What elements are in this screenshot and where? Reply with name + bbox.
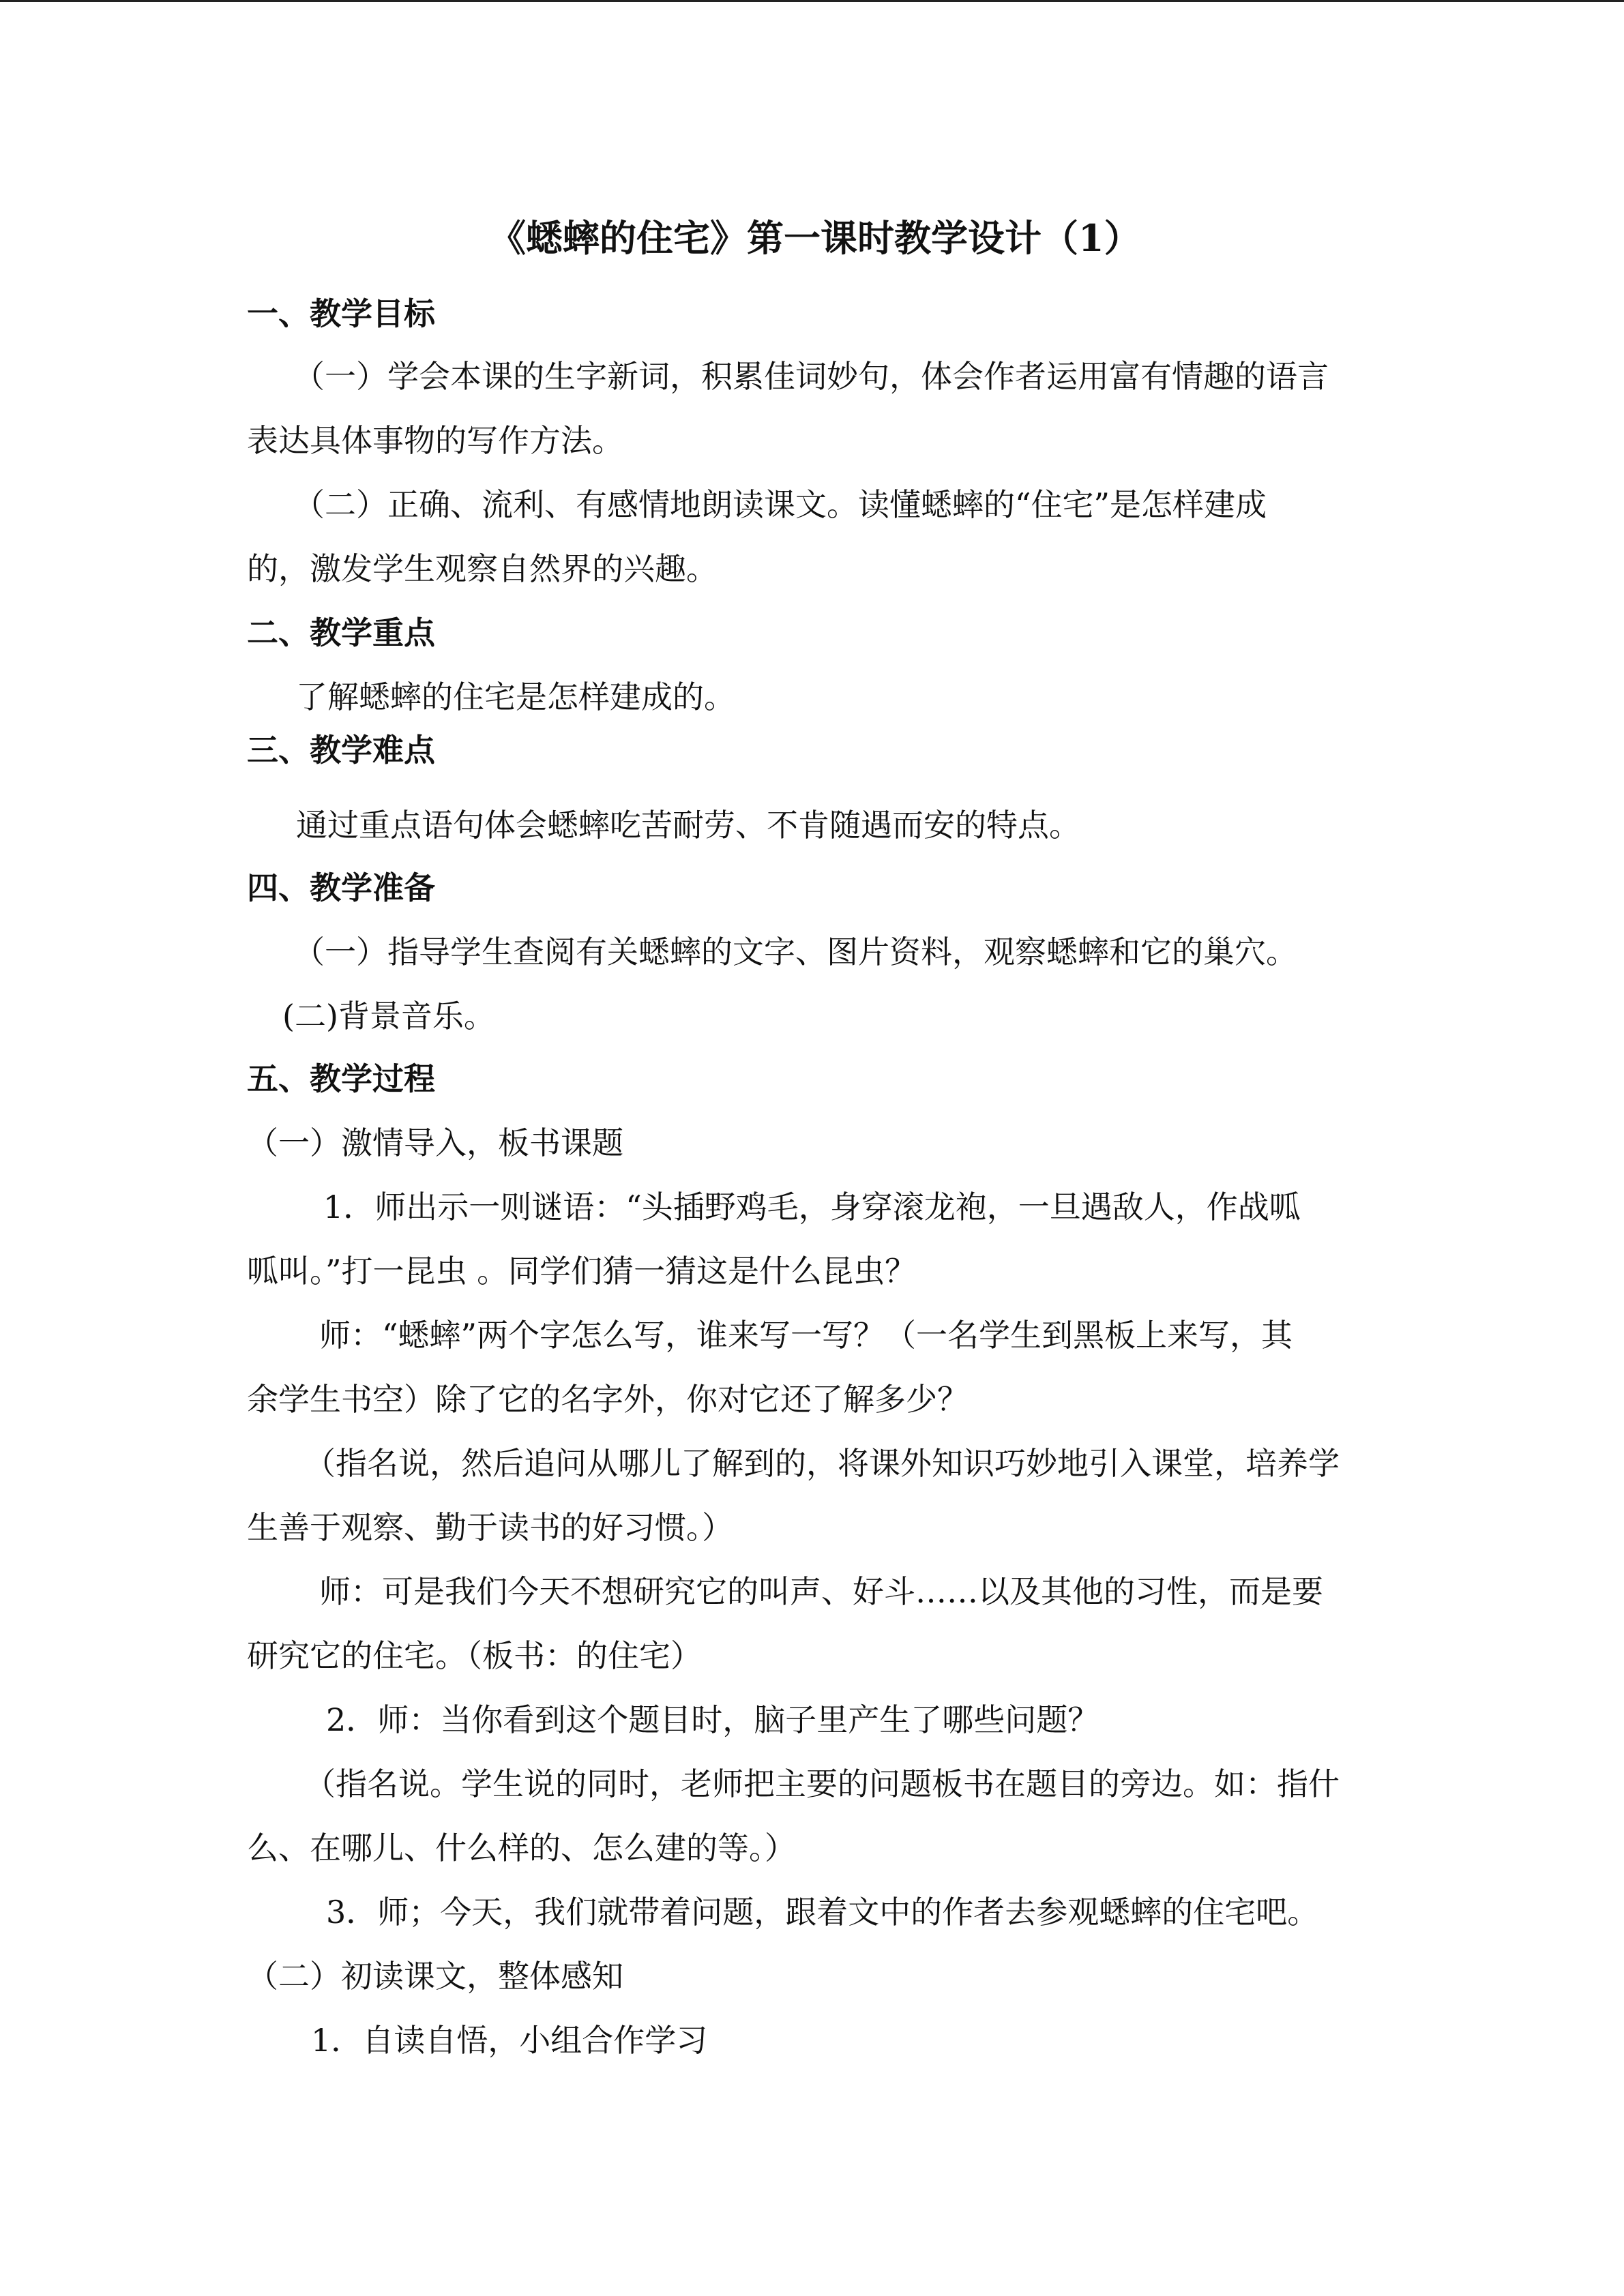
key-points-text: 了解蟋蟀的住宅是怎样建成的。 [296, 679, 735, 715]
preparation-item2: (二)背景音乐。 [282, 998, 495, 1034]
process-step6-line2: 么、在哪儿、什么样的、怎么建的等。） [247, 1830, 796, 1866]
heading-process: 五、教学过程 [247, 1060, 435, 1097]
process-step5: 2．师：当你看到这个题目时，脑子里产生了哪些问题？ [326, 1701, 1099, 1738]
process-step4-line2: 研究它的住宅。（板书：的住宅） [247, 1637, 702, 1674]
difficulties-text: 通过重点语句体会蟋蟀吃苦耐劳、不肯随遇而安的特点。 [296, 807, 1080, 844]
process-step3-line2: 生善于观察、勤于读书的好习惯。） [247, 1509, 733, 1546]
heading-difficulties: 三、教学难点 [247, 732, 435, 769]
process-step2-line1: 师：“蟋蟀”两个字怎么写，谁来写一写？（一名学生到黑板上来写，其 [319, 1317, 1293, 1354]
process-subheading-1: （一）激情导入，板书课题 [247, 1124, 623, 1161]
process-step2-line2: 余学生书空）除了它的名字外，你对它还了解多少？ [247, 1381, 969, 1418]
process-step7: 3．师；今天，我们就带着问题，跟着文中的作者去参观蟋蟀的住宅吧。 [326, 1894, 1319, 1930]
heading-preparation: 四、教学准备 [247, 869, 435, 906]
process-step3-line1: （指名说，然后追问从哪儿了解到的，将课外知识巧妙地引入课堂，培养学 [304, 1445, 1340, 1482]
process-step1-line2: 呱叫。”打一昆虫 。同学们猜一猜这是什么昆虫？ [247, 1253, 917, 1289]
process-step8: 1．自读自悟，小组合作学习 [311, 2022, 708, 2059]
process-step1-line1: 1．师出示一则谜语：“头插野鸡毛，身穿滚龙袍，一旦遇敌人，作战呱 [323, 1189, 1301, 1225]
heading-goals: 一、教学目标 [247, 295, 435, 332]
heading-key-points: 二、教学重点 [247, 614, 435, 651]
process-step4-line1: 师：可是我们今天不想研究它的叫声、好斗……以及其他的习性，而是要 [319, 1573, 1323, 1610]
goals-para2-line1: （二）正确、流利、有感情地朗读课文。读懂蟋蟀的“住宅”是怎样建成 [293, 486, 1267, 523]
process-subheading-2: （二）初读课文，整体感知 [247, 1958, 623, 1995]
preparation-item1: （一）指导学生查阅有关蟋蟀的文字、图片资料，观察蟋蟀和它的巢穴。 [293, 934, 1297, 970]
top-border [0, 0, 1624, 2]
goals-para1-line2: 表达具体事物的写作方法。 [247, 422, 623, 459]
goals-para2-line2: 的，激发学生观察自然界的兴趣。 [247, 550, 718, 587]
process-step6-line1: （指名说。学生说的同时，老师把主要的问题板书在题目的旁边。如：指什 [304, 1765, 1340, 1802]
goals-para1-line1: （一）学会本课的生字新词，积累佳词妙句，体会作者运用富有情趣的语言 [293, 358, 1329, 395]
document-title: 《蟋蟀的住宅》第一课时教学设计（1） [489, 216, 1141, 260]
